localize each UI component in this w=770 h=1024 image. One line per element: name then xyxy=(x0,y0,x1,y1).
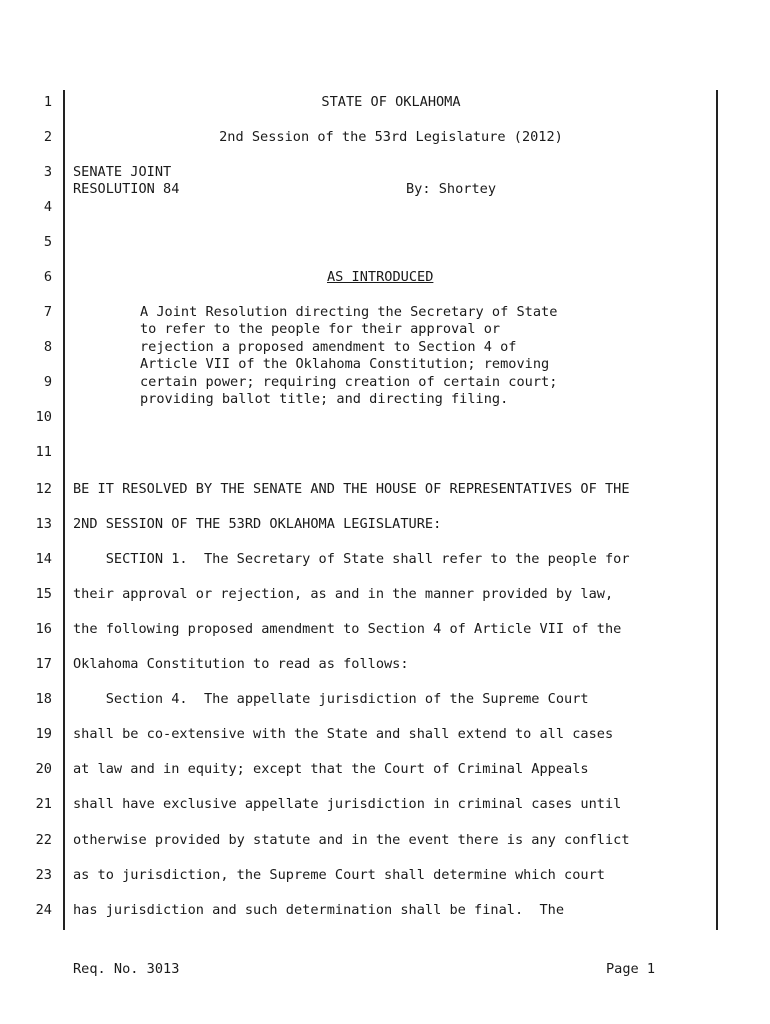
line-number: 5 xyxy=(43,234,52,250)
measure-title-line2: RESOLUTION 84 xyxy=(73,181,180,197)
page-number: Page 1 xyxy=(606,961,656,977)
body-line: as to jurisdiction, the Supreme Court shall determine which court xyxy=(73,867,605,883)
line-number: 18 xyxy=(35,691,52,707)
line-number: 23 xyxy=(35,867,52,883)
summary-line: certain power; requiring creation of certain court; xyxy=(140,374,558,390)
status-text: AS INTRODUCED xyxy=(327,269,434,285)
body-line: their approval or rejection, as and in the manner provided by law, xyxy=(73,586,614,602)
right-margin-rule xyxy=(716,90,718,930)
body-line: at law and in equity; except that the Court of Criminal Appeals xyxy=(73,761,589,777)
body-line: 2ND SESSION OF THE 53RD OKLAHOMA LEGISLATURE: xyxy=(73,516,442,532)
line-number: 24 xyxy=(35,902,52,918)
measure-title-line1: SENATE JOINT xyxy=(73,164,172,180)
summary-line: rejection a proposed amendment to Section 4 of xyxy=(140,339,517,355)
line-number: 10 xyxy=(35,409,52,425)
body-line: shall be co-extensive with the State and shall extend to all cases xyxy=(73,726,614,742)
body-line: otherwise provided by statute and in the event there is any conflict xyxy=(73,832,630,848)
line-number: 15 xyxy=(35,586,52,602)
summary-line: to refer to the people for their approval or xyxy=(140,321,501,337)
status-label xyxy=(327,269,433,287)
heading-state: STATE OF OKLAHOMA xyxy=(321,94,461,110)
line-number: 17 xyxy=(35,656,52,672)
line-number: 8 xyxy=(43,339,52,355)
summary-line: providing ballot title; and directing filing. xyxy=(140,391,509,407)
line-number: 11 xyxy=(35,444,52,460)
body-line: shall have exclusive appellate jurisdiction in criminal cases until xyxy=(73,796,622,812)
line-number: 7 xyxy=(43,304,52,320)
line-number: 3 xyxy=(43,164,52,180)
line-number: 16 xyxy=(35,621,52,637)
request-number: Req. No. 3013 xyxy=(73,961,180,977)
line-number: 20 xyxy=(35,761,52,777)
line-number: 12 xyxy=(35,481,52,497)
line-number: 9 xyxy=(43,374,52,390)
body-line: Oklahoma Constitution to read as follows: xyxy=(73,656,409,672)
author: By: Shortey xyxy=(406,181,497,197)
body-line: BE IT RESOLVED BY THE SENATE AND THE HOUSE OF REPRESENTATIVES OF THE xyxy=(73,481,630,497)
line-number: 22 xyxy=(35,832,52,848)
line-number: 19 xyxy=(35,726,52,742)
line-number: 14 xyxy=(35,551,52,567)
summary-line: Article VII of the Oklahoma Constitution; removing xyxy=(140,356,550,372)
line-number: 21 xyxy=(35,796,52,812)
body-line: SECTION 1. The Secretary of State shall refer to the people for xyxy=(73,551,630,567)
line-number: 2 xyxy=(43,129,52,145)
line-number: 1 xyxy=(43,94,52,110)
body-line: the following proposed amendment to Section 4 of Article VII of the xyxy=(73,621,622,637)
summary-line: A Joint Resolution directing the Secretary of State xyxy=(140,304,558,320)
body-line: Section 4. The appellate jurisdiction of the Supreme Court xyxy=(73,691,589,707)
line-number: 13 xyxy=(35,516,52,532)
body-line: has jurisdiction and such determination shall be final. The xyxy=(73,902,565,918)
line-number: 4 xyxy=(43,199,52,215)
heading-session: 2nd Session of the 53rd Legislature (2012) xyxy=(219,129,563,145)
line-number: 6 xyxy=(43,269,52,285)
left-margin-rule xyxy=(63,90,65,930)
